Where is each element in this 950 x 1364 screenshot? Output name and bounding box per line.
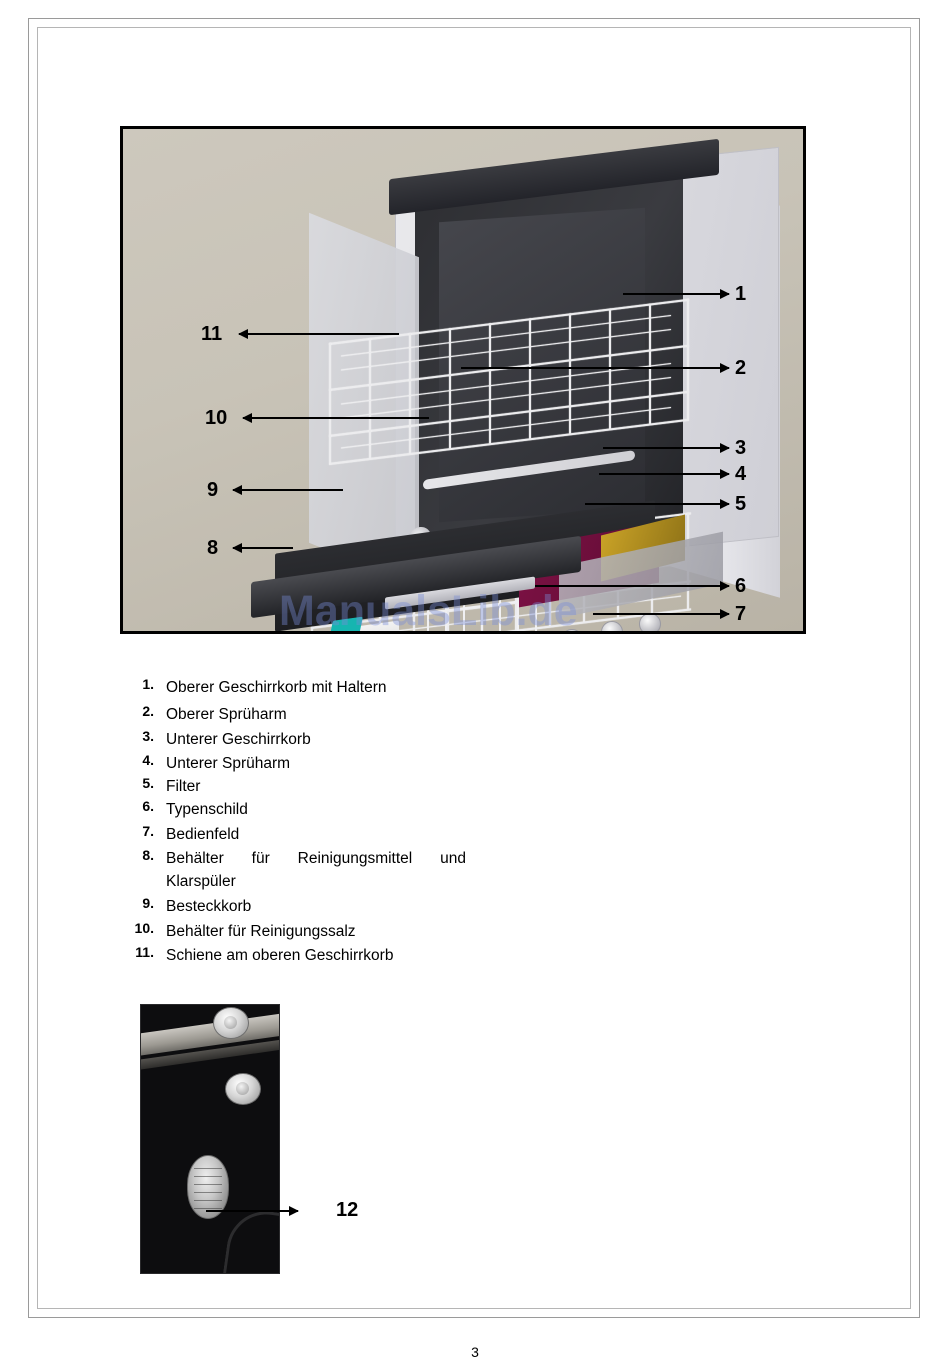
legend-label: Besteckkorb bbox=[166, 898, 252, 916]
callout-7: 7 bbox=[735, 603, 747, 625]
list-item bbox=[108, 895, 528, 918]
list-item bbox=[108, 676, 528, 699]
leader-line-10 bbox=[243, 417, 429, 419]
legend-label: Behälter für Reinigungsmittel und Klarspüler bbox=[166, 849, 466, 890]
callout-2: 2 bbox=[735, 357, 747, 379]
legend-label: Unterer Sprüharm bbox=[166, 754, 291, 772]
legend-number: 11. bbox=[135, 943, 154, 960]
legend-number: 5. bbox=[142, 775, 154, 791]
callout-10: 10 bbox=[205, 407, 228, 429]
leader-line-7 bbox=[593, 613, 729, 615]
list-item bbox=[108, 847, 528, 894]
list-item bbox=[108, 728, 528, 751]
legend-label: Typenschild bbox=[166, 801, 248, 819]
page-number: 3 bbox=[471, 1344, 479, 1360]
list-item bbox=[108, 775, 528, 798]
leader-line-6 bbox=[535, 585, 729, 587]
legend-number: 6. bbox=[142, 798, 154, 815]
leader-line-9 bbox=[233, 489, 343, 491]
legend-number: 1. bbox=[142, 676, 154, 692]
legend-label: Behälter für Reinigungssalz bbox=[166, 922, 356, 940]
list-item bbox=[108, 944, 528, 967]
watermark-text: ManualsLib.de bbox=[279, 587, 578, 634]
rail-roller bbox=[225, 1073, 261, 1105]
leader-line-11 bbox=[239, 333, 399, 335]
rail-roller bbox=[213, 1007, 249, 1039]
dishwasher-diagram bbox=[120, 126, 806, 634]
legend-label: Filter bbox=[166, 778, 201, 795]
callout-5: 5 bbox=[735, 493, 747, 515]
leader-line-12 bbox=[206, 1210, 298, 1212]
leader-line-1 bbox=[623, 293, 729, 295]
callout-6: 6 bbox=[735, 575, 747, 597]
legend-number: 4. bbox=[142, 751, 154, 768]
callout-4: 4 bbox=[735, 463, 747, 485]
legend-number: 3. bbox=[142, 727, 154, 744]
list-item bbox=[108, 703, 528, 726]
list-item bbox=[108, 752, 528, 775]
leader-line-8 bbox=[233, 547, 293, 549]
callout-11: 11 bbox=[201, 323, 223, 345]
legend-label: Oberer Sprüharm bbox=[166, 706, 287, 724]
leader-line-4 bbox=[599, 473, 729, 475]
parts-legend-list bbox=[108, 676, 528, 967]
list-item bbox=[108, 798, 528, 821]
callout-8: 8 bbox=[207, 537, 219, 559]
legend-label: Oberer Geschirrkorb mit Haltern bbox=[166, 679, 387, 696]
legend-label: Unterer Geschirrkorb bbox=[166, 730, 311, 748]
legend-number: 8. bbox=[142, 846, 154, 863]
callout-9: 9 bbox=[207, 479, 219, 501]
leader-line-3 bbox=[603, 447, 729, 449]
legend-number: 10. bbox=[134, 919, 154, 936]
legend-number: 7. bbox=[142, 822, 154, 839]
list-item bbox=[108, 920, 528, 943]
leader-line-2 bbox=[461, 367, 729, 369]
basket-wheel bbox=[639, 613, 661, 634]
legend-number: 9. bbox=[142, 895, 154, 912]
callout-12: 12 bbox=[336, 1199, 359, 1221]
callout-1: 1 bbox=[735, 283, 747, 305]
legend-label: Schiene am oberen Geschirrkorb bbox=[166, 946, 394, 964]
leader-line-5 bbox=[585, 503, 729, 505]
legend-number: 2. bbox=[142, 703, 154, 720]
filter-detail-diagram bbox=[140, 1004, 280, 1274]
callout-3: 3 bbox=[735, 437, 747, 459]
legend-label: Bedienfeld bbox=[166, 825, 240, 843]
list-item bbox=[108, 823, 528, 846]
drain-hose bbox=[222, 1206, 280, 1274]
